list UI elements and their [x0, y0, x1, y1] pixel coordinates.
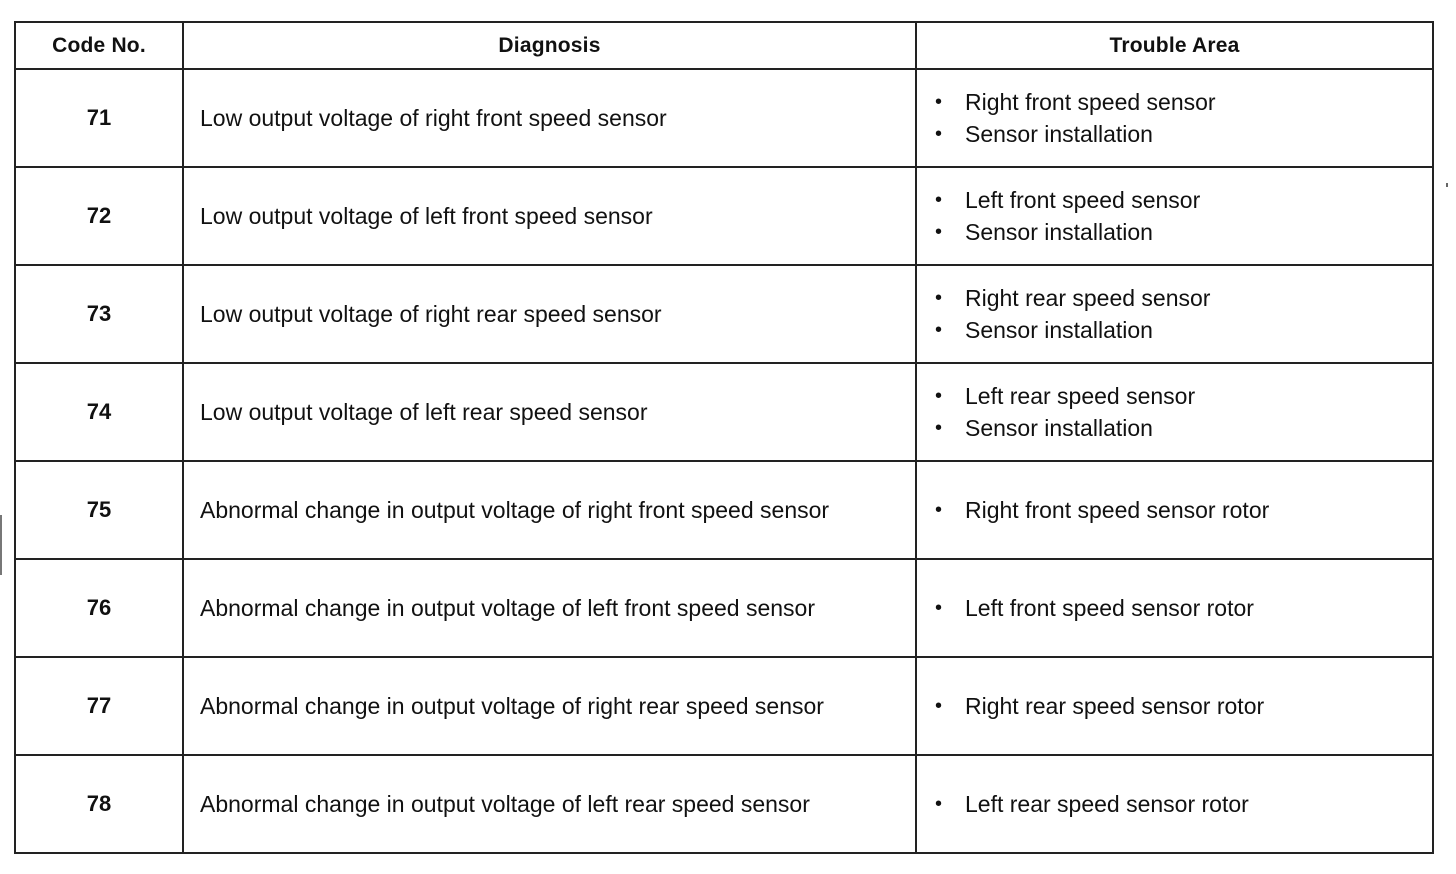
list-item [935, 184, 1432, 216]
table-row [15, 559, 1433, 657]
diagnosis-text: Abnormal change in output voltage of right rear speed sensor [183, 657, 916, 755]
trouble-area-text: Sensor installation [965, 219, 1153, 245]
trouble-area-cell [916, 69, 1433, 167]
trouble-area-text: Left front speed sensor rotor [965, 595, 1254, 621]
bullet-icon: • [935, 221, 943, 243]
trouble-area-cell [916, 265, 1433, 363]
trouble-area-text: Right rear speed sensor rotor [965, 693, 1265, 719]
bullet-icon: • [935, 319, 943, 341]
header-row [15, 22, 1433, 69]
code-number: 76 [15, 559, 183, 657]
trouble-area-cell [916, 363, 1433, 461]
diagnosis-text: Abnormal change in output voltage of right front speed sensor [183, 461, 916, 559]
trouble-area-cell [916, 167, 1433, 265]
trouble-area-text: Left rear speed sensor [965, 383, 1196, 409]
code-number: 75 [15, 461, 183, 559]
diagnosis-text: Low output voltage of left rear speed sensor [183, 363, 916, 461]
trouble-area-text: Sensor installation [965, 415, 1153, 441]
trouble-area-cell [916, 559, 1433, 657]
bullet-icon: • [935, 287, 943, 309]
list-item [935, 314, 1432, 346]
bullet-icon: • [935, 385, 943, 407]
diagnosis-text: Abnormal change in output voltage of left front speed sensor [183, 559, 916, 657]
header-code-no: Code No. [15, 22, 183, 69]
list-item [935, 788, 1432, 820]
header-trouble-area: Trouble Area [916, 22, 1433, 69]
bullet-icon: • [935, 793, 943, 815]
code-number: 72 [15, 167, 183, 265]
trouble-area-text: Sensor installation [965, 121, 1153, 147]
trouble-area-cell [916, 461, 1433, 559]
scan-edge-mark [0, 515, 2, 575]
diagnosis-text: Low output voltage of left front speed sensor [183, 167, 916, 265]
scan-dot-mark [1446, 183, 1448, 187]
table-row [15, 755, 1433, 853]
diagnostic-code-table [14, 21, 1434, 854]
trouble-area-list [935, 86, 1432, 150]
table-row [15, 167, 1433, 265]
code-number: 78 [15, 755, 183, 853]
trouble-area-text: Right rear speed sensor [965, 285, 1211, 311]
bullet-icon: • [935, 695, 943, 717]
trouble-area-cell [916, 755, 1433, 853]
list-item [935, 86, 1432, 118]
list-item [935, 412, 1432, 444]
trouble-area-list [935, 494, 1432, 526]
trouble-area-text: Left rear speed sensor rotor [965, 791, 1249, 817]
bullet-icon: • [935, 417, 943, 439]
list-item [935, 282, 1432, 314]
trouble-area-cell [916, 657, 1433, 755]
table-row [15, 363, 1433, 461]
code-number: 73 [15, 265, 183, 363]
code-number: 71 [15, 69, 183, 167]
bullet-icon: • [935, 189, 943, 211]
trouble-area-list [935, 380, 1432, 444]
trouble-area-list [935, 788, 1432, 820]
trouble-area-text: Left front speed sensor [965, 187, 1201, 213]
table-body [15, 69, 1433, 853]
list-item [935, 118, 1432, 150]
trouble-area-list [935, 592, 1432, 624]
diagnosis-text: Low output voltage of right rear speed sensor [183, 265, 916, 363]
bullet-icon: • [935, 499, 943, 521]
code-number: 74 [15, 363, 183, 461]
table-row [15, 265, 1433, 363]
list-item [935, 494, 1432, 526]
bullet-icon: • [935, 597, 943, 619]
trouble-area-text: Sensor installation [965, 317, 1153, 343]
trouble-area-text: Right front speed sensor [965, 89, 1216, 115]
header-diagnosis: Diagnosis [183, 22, 916, 69]
trouble-area-list [935, 184, 1432, 248]
diagnosis-text: Abnormal change in output voltage of left rear speed sensor [183, 755, 916, 853]
trouble-area-text: Right front speed sensor rotor [965, 497, 1270, 523]
bullet-icon: • [935, 123, 943, 145]
list-item [935, 216, 1432, 248]
table-row [15, 69, 1433, 167]
code-number: 77 [15, 657, 183, 755]
bullet-icon: • [935, 91, 943, 113]
trouble-area-list [935, 282, 1432, 346]
diagnosis-text: Low output voltage of right front speed sensor [183, 69, 916, 167]
trouble-area-list [935, 690, 1432, 722]
table-row [15, 461, 1433, 559]
list-item [935, 690, 1432, 722]
table-row [15, 657, 1433, 755]
list-item [935, 592, 1432, 624]
list-item [935, 380, 1432, 412]
